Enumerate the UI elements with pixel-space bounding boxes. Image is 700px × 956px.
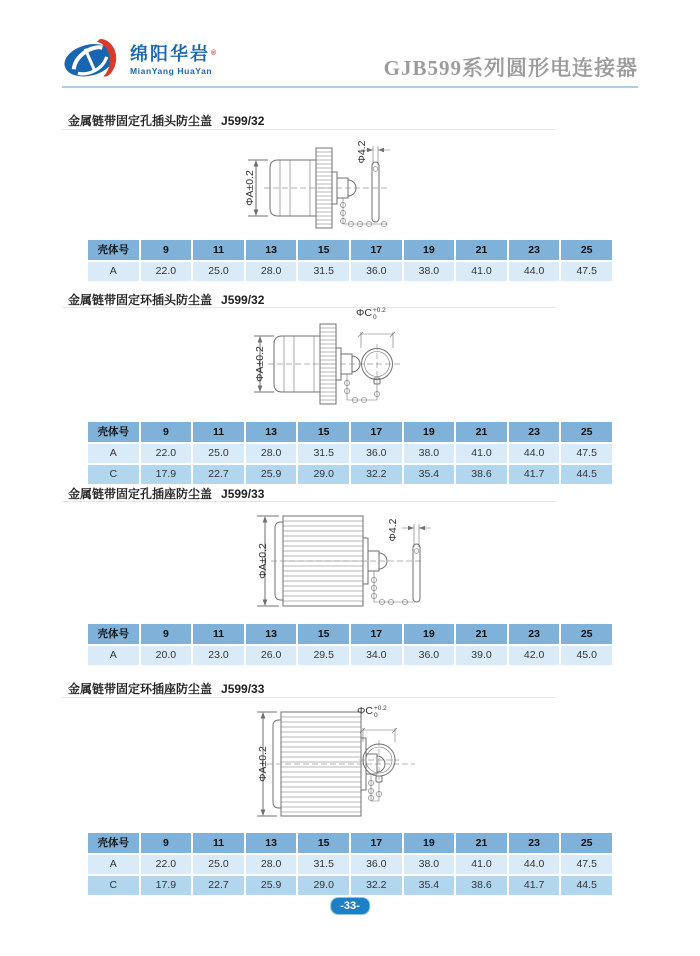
table-cell: 26.0	[246, 646, 297, 665]
table-cell: 22.7	[193, 465, 244, 484]
registered-mark: ®	[211, 50, 217, 57]
table-cell: 42.0	[509, 646, 560, 665]
section-2-title	[68, 291, 264, 308]
table-header-cell: 11	[193, 422, 244, 442]
table-header-cell: 19	[404, 624, 455, 644]
table-header-row	[88, 624, 612, 644]
section-2-table	[88, 422, 612, 486]
table-cell: 36.0	[351, 855, 402, 874]
table-cell: 29.0	[298, 876, 349, 895]
table-header-cell: 15	[298, 422, 349, 442]
table-header-cell: 11	[193, 833, 244, 853]
table-row	[88, 444, 612, 463]
section-4-name: 金属链带固定环插座防尘盖	[68, 682, 213, 696]
brand-text	[130, 44, 216, 76]
table-cell: 41.0	[456, 855, 507, 874]
company-logo	[62, 38, 216, 82]
table-cell: 28.0	[246, 855, 297, 874]
table-header-cell: 13	[246, 833, 297, 853]
table-header-cell: 23	[509, 422, 560, 442]
section-1-underline	[62, 129, 556, 130]
phi-c-lower-tol: 0	[373, 711, 378, 719]
table-cell: A	[88, 262, 139, 281]
table-header-cell: 9	[141, 833, 192, 853]
table-cell: 29.0	[298, 465, 349, 484]
table-cell: 31.5	[298, 855, 349, 874]
table-header-cell: 19	[404, 240, 455, 260]
table-header-cell: 23	[509, 833, 560, 853]
table-header-cell: 9	[141, 422, 192, 442]
section-4-drawing	[255, 698, 465, 830]
dim-label-phi-c	[356, 308, 386, 321]
table-cell: 41.0	[456, 444, 507, 463]
dim-label-phi-a: ΦA±0.2	[244, 170, 256, 206]
document-title: GJB599系列圆形电连接器	[383, 56, 638, 80]
table-row	[88, 262, 612, 281]
table-cell: 38.6	[456, 876, 507, 895]
table-cell: 25.0	[193, 262, 244, 281]
table-header-cell: 13	[246, 624, 297, 644]
table-header-cell: 11	[193, 624, 244, 644]
table-cell: 34.0	[351, 646, 402, 665]
table-header-cell: 壳体号	[88, 422, 139, 442]
table-cell: 44.5	[561, 465, 612, 484]
table-row	[88, 876, 612, 895]
table-cell: 23.0	[193, 646, 244, 665]
table-cell: 25.0	[193, 444, 244, 463]
company-logo-icon	[62, 38, 124, 82]
section-3-code: J599/33	[221, 487, 265, 501]
section-3-table	[88, 624, 612, 667]
table-cell: 25.9	[246, 876, 297, 895]
phi-c-lower-tol: 0	[372, 313, 377, 321]
table-cell: 28.0	[246, 262, 297, 281]
table-header-cell: 25	[561, 240, 612, 260]
table-cell: 44.0	[509, 262, 560, 281]
table-cell: C	[88, 465, 139, 484]
table-cell: 41.7	[509, 465, 560, 484]
table-cell: A	[88, 444, 139, 463]
table-header-cell: 17	[351, 624, 402, 644]
table-header-cell: 19	[404, 833, 455, 853]
brand-name-en: MianYang HuaYan	[130, 66, 213, 76]
table-cell: 38.0	[404, 262, 455, 281]
phi-c-text: ΦC	[356, 307, 372, 319]
table-header-cell: 壳体号	[88, 833, 139, 853]
table-cell: 47.5	[561, 444, 612, 463]
table-cell: 31.5	[298, 444, 349, 463]
table-header-cell: 21	[456, 624, 507, 644]
table-cell: 22.7	[193, 876, 244, 895]
section-1-title	[68, 112, 264, 129]
phi-c-text: ΦC	[357, 705, 373, 717]
table-header-cell: 11	[193, 240, 244, 260]
section-4-code: J599/33	[221, 682, 265, 696]
dim-label-phi-c	[357, 706, 387, 719]
table-cell: 32.2	[351, 465, 402, 484]
plug-dust-cap-ring-drawing	[250, 306, 460, 420]
section-2-name: 金属链带固定环插头防尘盖	[68, 293, 213, 307]
header-divider	[62, 86, 638, 88]
table-header-cell: 13	[246, 422, 297, 442]
table-header-cell: 23	[509, 624, 560, 644]
socket-dust-cap-hole-drawing	[255, 502, 445, 622]
table-header-cell: 23	[509, 240, 560, 260]
table-cell: 20.0	[141, 646, 192, 665]
brand-name-cn: 绵阳华岩	[130, 44, 210, 64]
table-header-cell: 17	[351, 422, 402, 442]
table-cell: A	[88, 646, 139, 665]
table-cell: 38.0	[404, 444, 455, 463]
table-cell: 36.0	[351, 262, 402, 281]
table-row	[88, 465, 612, 484]
table-header-cell: 壳体号	[88, 624, 139, 644]
table-header-cell: 21	[456, 240, 507, 260]
table-cell: 35.4	[404, 465, 455, 484]
table-cell: A	[88, 855, 139, 874]
section-2-drawing	[250, 306, 460, 420]
table-header-cell: 25	[561, 833, 612, 853]
table-cell: 36.0	[404, 646, 455, 665]
table-header-row	[88, 422, 612, 442]
table-cell: 22.0	[141, 444, 192, 463]
table-cell: 22.0	[141, 262, 192, 281]
table-header-cell: 21	[456, 422, 507, 442]
dim-label-hole: Φ4.2	[356, 140, 368, 164]
section-1-name: 金属链带固定孔插头防尘盖	[68, 114, 213, 128]
dim-label-hole: Φ4.2	[387, 518, 399, 542]
table-cell: 44.0	[509, 444, 560, 463]
plug-dust-cap-hole-drawing	[240, 132, 440, 236]
table-cell: 17.9	[141, 876, 192, 895]
table-row	[88, 855, 612, 874]
table-header-row	[88, 833, 612, 853]
section-3-title	[68, 485, 264, 502]
table-header-cell: 15	[298, 624, 349, 644]
table-row	[88, 646, 612, 665]
table-header-cell: 21	[456, 833, 507, 853]
table-header-cell: 25	[561, 422, 612, 442]
table-header-cell: 19	[404, 422, 455, 442]
table-cell: 17.9	[141, 465, 192, 484]
section-3-name: 金属链带固定孔插座防尘盖	[68, 487, 213, 501]
section-1-drawing	[240, 132, 440, 236]
table-header-cell: 15	[298, 833, 349, 853]
table-cell: 44.5	[561, 876, 612, 895]
table-cell: 35.4	[404, 876, 455, 895]
table-cell: 25.0	[193, 855, 244, 874]
table-cell: 32.2	[351, 876, 402, 895]
table-header-cell: 9	[141, 624, 192, 644]
table-cell: 41.7	[509, 876, 560, 895]
table-cell: C	[88, 876, 139, 895]
section-1-table	[88, 240, 612, 283]
table-cell: 45.0	[561, 646, 612, 665]
table-cell: 38.6	[456, 465, 507, 484]
table-header-cell: 17	[351, 833, 402, 853]
dim-label-phi-a: ΦA±0.2	[254, 346, 266, 382]
table-cell: 29.5	[298, 646, 349, 665]
table-cell: 44.0	[509, 855, 560, 874]
table-header-cell: 13	[246, 240, 297, 260]
section-3-drawing	[255, 502, 445, 622]
table-header-row	[88, 240, 612, 260]
phi-c-upper-tol: +0.2	[373, 705, 387, 712]
section-1-code: J599/32	[221, 114, 265, 128]
table-cell: 36.0	[351, 444, 402, 463]
section-4-title	[68, 680, 264, 697]
table-cell: 31.5	[298, 262, 349, 281]
table-cell: 25.9	[246, 465, 297, 484]
table-header-cell: 17	[351, 240, 402, 260]
table-header-cell: 壳体号	[88, 240, 139, 260]
table-cell: 38.0	[404, 855, 455, 874]
phi-c-upper-tol: +0.2	[372, 307, 386, 314]
table-cell: 41.0	[456, 262, 507, 281]
dim-label-phi-a: ΦA±0.2	[257, 746, 269, 782]
table-header-cell: 25	[561, 624, 612, 644]
table-cell: 39.0	[456, 646, 507, 665]
page-number-badge: -33-	[330, 897, 370, 915]
section-4-table	[88, 833, 612, 897]
dim-label-phi-a: ΦA±0.2	[257, 543, 269, 579]
table-header-cell: 9	[141, 240, 192, 260]
section-2-code: J599/32	[221, 293, 265, 307]
table-header-cell: 15	[298, 240, 349, 260]
table-cell: 47.5	[561, 262, 612, 281]
table-cell: 28.0	[246, 444, 297, 463]
table-cell: 47.5	[561, 855, 612, 874]
table-cell: 22.0	[141, 855, 192, 874]
